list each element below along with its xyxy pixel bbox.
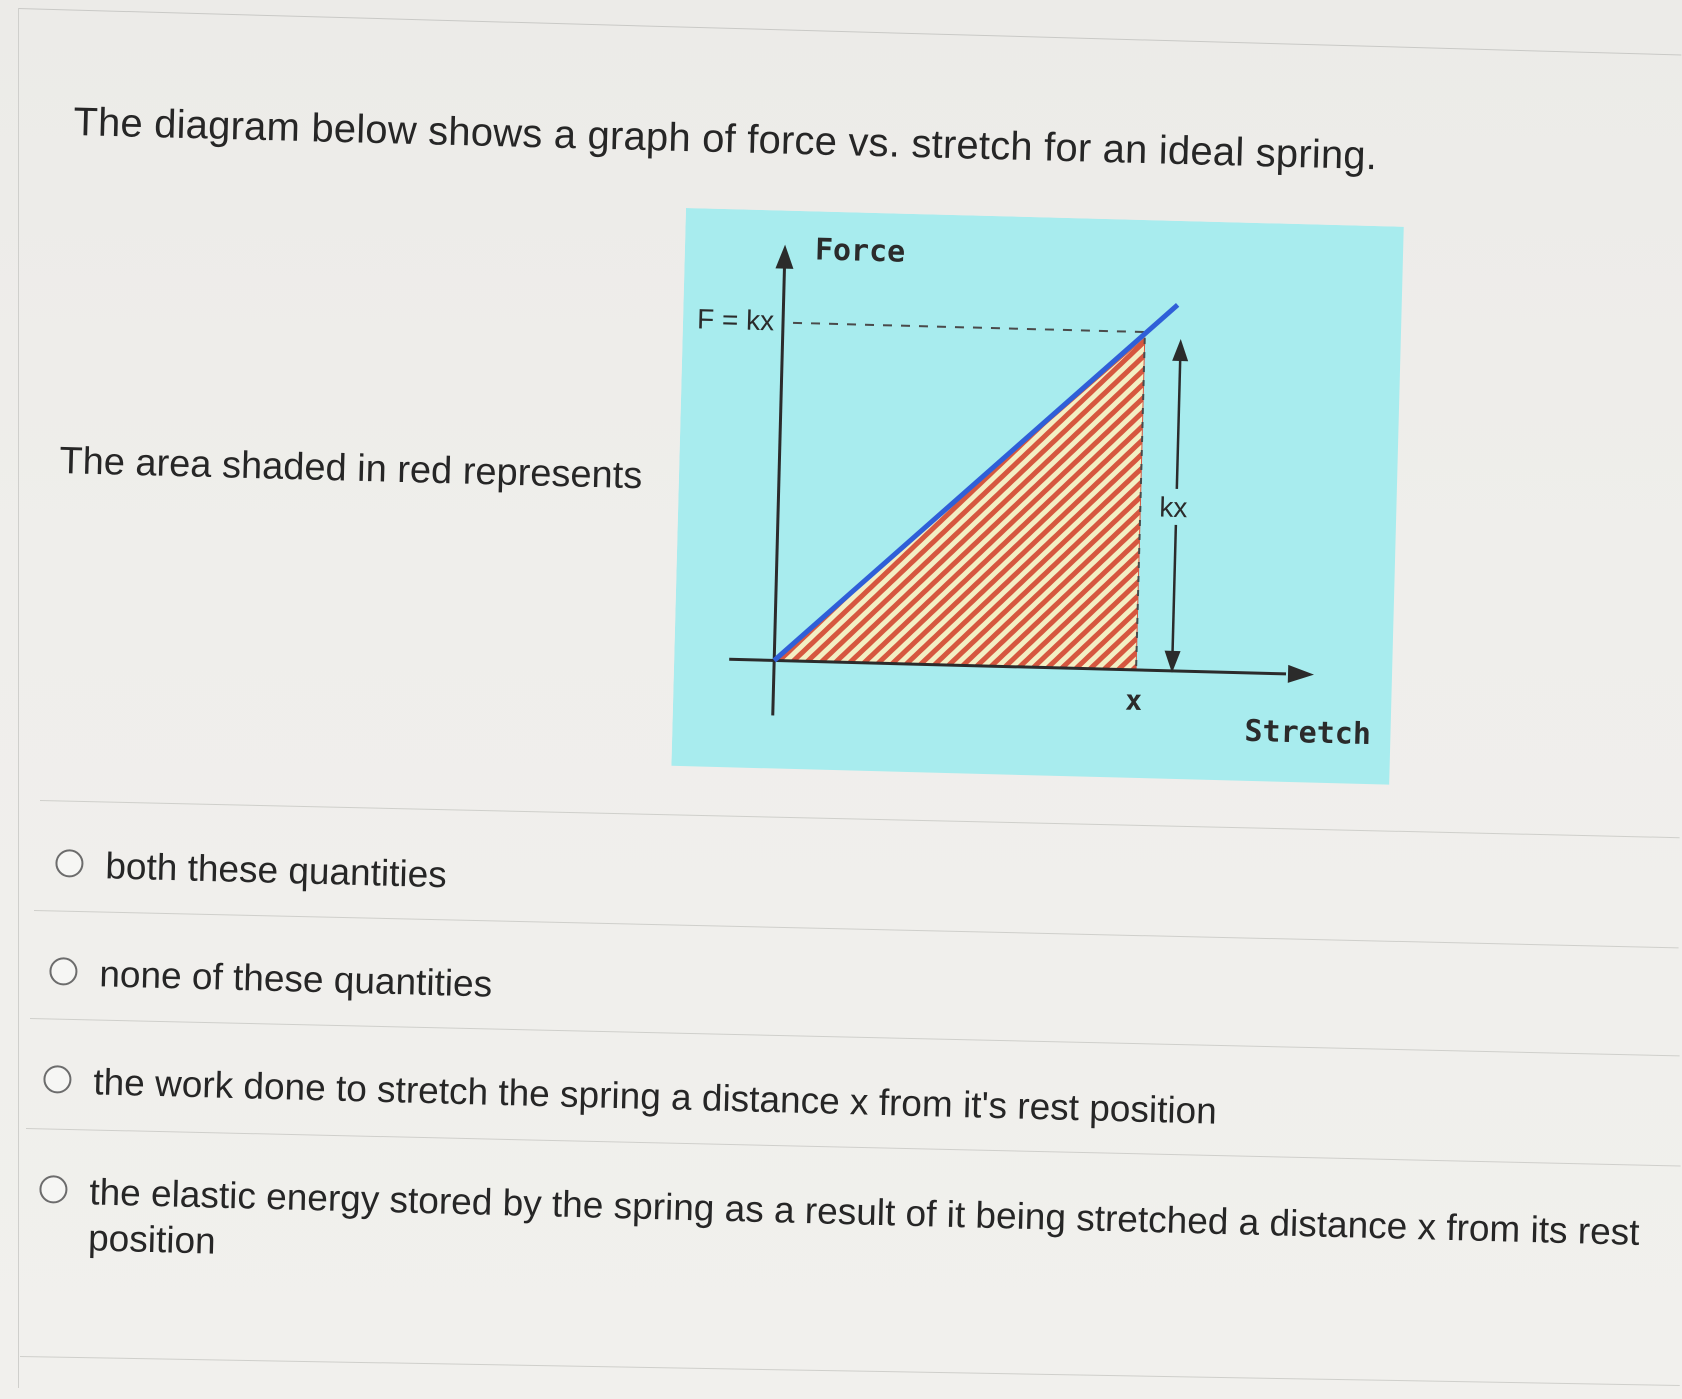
answer-option-none[interactable] <box>49 950 493 1008</box>
radio-button[interactable] <box>55 849 84 878</box>
divider <box>20 1356 1680 1386</box>
option-label: none of these quantities <box>98 953 493 1005</box>
force-stretch-diagram <box>671 208 1405 787</box>
divider <box>34 910 1679 948</box>
stretch-value-label: x <box>1124 683 1143 718</box>
force-label: F = kx <box>696 303 775 337</box>
divider <box>40 800 1680 838</box>
option-label: the work done to stretch the spring a distance x from it's rest position <box>92 1061 1218 1132</box>
card-top-border <box>18 8 1681 55</box>
height-label: kx <box>1158 491 1188 524</box>
option-label: both these quantities <box>104 845 448 896</box>
radio-button[interactable] <box>43 1065 72 1094</box>
y-axis-label: Force <box>814 232 906 270</box>
radio-button[interactable] <box>49 957 78 986</box>
option-label: the elastic energy stored by the spring as a result of it being stretched a distance x from its rest position <box>87 1171 1641 1262</box>
answer-option-elastic-energy[interactable] <box>38 1168 1650 1302</box>
x-axis-label: Stretch <box>1244 713 1372 753</box>
divider <box>30 1018 1680 1056</box>
diagram-svg <box>671 208 1405 787</box>
divider <box>26 1128 1681 1167</box>
answer-option-work-done[interactable] <box>43 1058 1218 1135</box>
question-prompt: The diagram below shows a graph of force vs. stretch for an ideal spring. <box>72 100 1378 179</box>
question-subprompt: The area shaded in red represents <box>58 440 643 498</box>
card-left-border <box>18 8 19 1388</box>
answer-option-both[interactable] <box>55 842 448 898</box>
radio-button[interactable] <box>39 1175 68 1204</box>
